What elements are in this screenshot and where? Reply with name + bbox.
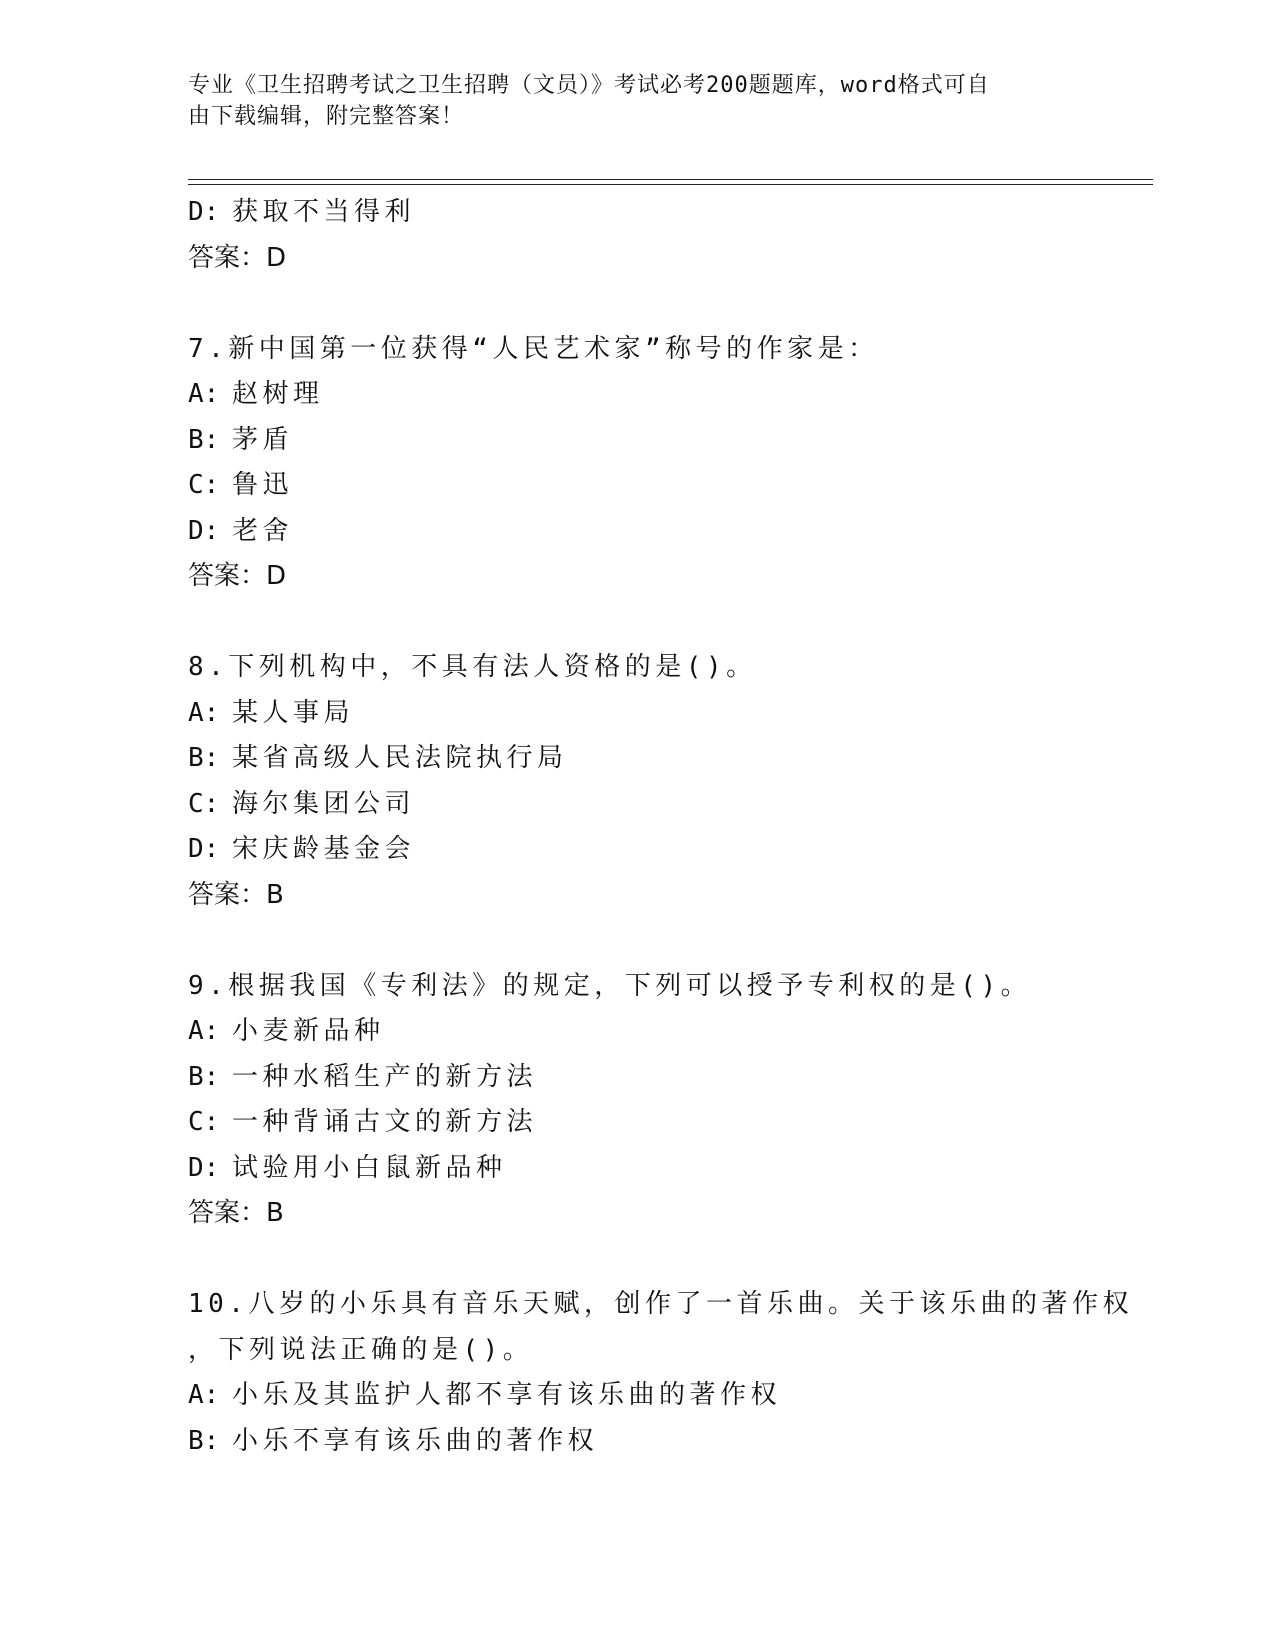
option-text: 获取不当得利 bbox=[232, 197, 416, 227]
option-letter: D: bbox=[188, 834, 220, 864]
option-b bbox=[188, 736, 1078, 782]
option-text: 一种水稻生产的新方法 bbox=[232, 1061, 538, 1092]
spacer bbox=[188, 600, 1078, 646]
option-a bbox=[188, 372, 1078, 418]
answer-line: 答案：D bbox=[188, 561, 287, 591]
question-stem: 9.根据我国《专利法》的规定，下列可以授予专利权的是()。 bbox=[188, 970, 1032, 1001]
option-d bbox=[188, 509, 1078, 555]
question-9 bbox=[188, 964, 1078, 1237]
option-c bbox=[188, 782, 1078, 828]
answer-line: 答案：D bbox=[188, 242, 287, 273]
option-letter: C: bbox=[188, 470, 220, 500]
header-line-2: 由下载编辑，附完整答案！ bbox=[188, 104, 465, 129]
spacer bbox=[188, 1237, 1078, 1283]
option-text: 试验用小白鼠新品种 bbox=[232, 1152, 507, 1183]
answer-line: 答案：B bbox=[188, 1198, 284, 1228]
document-header bbox=[188, 70, 1068, 132]
question-stem-line-1: 10.八岁的小乐具有音乐天赋，创作了一首乐曲。关于该乐曲的著作权 bbox=[188, 1289, 1133, 1319]
option-letter: D: bbox=[188, 1152, 220, 1183]
option-text: 海尔集团公司 bbox=[232, 788, 416, 819]
option-letter: D: bbox=[188, 197, 220, 227]
option-text: 茅盾 bbox=[232, 424, 294, 455]
question-stem-line-2: ，下列说法正确的是()。 bbox=[188, 1334, 534, 1365]
option-b bbox=[188, 1419, 1078, 1465]
question-content bbox=[188, 190, 1133, 1464]
option-c bbox=[188, 463, 1078, 509]
option-letter: C: bbox=[188, 1107, 220, 1137]
option-b bbox=[188, 1055, 1078, 1101]
option-letter: A: bbox=[188, 379, 220, 409]
option-letter: B: bbox=[188, 743, 220, 773]
option-text: 某人事局 bbox=[232, 697, 355, 728]
option-letter: A: bbox=[188, 1016, 220, 1046]
option-c bbox=[188, 1100, 1078, 1146]
spacer bbox=[188, 918, 1078, 964]
option-letter: B: bbox=[188, 1061, 220, 1092]
question-stem: 8.下列机构中，不具有法人资格的是()。 bbox=[188, 652, 757, 682]
option-text: 小乐不享有该乐曲的著作权 bbox=[232, 1425, 599, 1456]
option-d bbox=[188, 1146, 1078, 1192]
option-d bbox=[188, 190, 1078, 236]
option-a bbox=[188, 1009, 1078, 1055]
option-letter: B: bbox=[188, 1425, 220, 1456]
spacer bbox=[188, 281, 1078, 327]
option-text: 老舍 bbox=[232, 515, 294, 546]
question-8 bbox=[188, 645, 1078, 918]
option-text: 赵树理 bbox=[232, 379, 324, 409]
option-letter: D: bbox=[188, 515, 220, 546]
option-a bbox=[188, 1373, 1078, 1419]
header-divider-top bbox=[188, 179, 1153, 180]
header-divider-bottom bbox=[188, 184, 1153, 185]
option-text: 小乐及其监护人都不享有该乐曲的著作权 bbox=[232, 1380, 782, 1410]
option-text: 宋庆龄基金会 bbox=[232, 834, 416, 864]
option-letter: A: bbox=[188, 1380, 220, 1410]
option-text: 一种背诵古文的新方法 bbox=[232, 1107, 538, 1137]
answer-line: 答案：B bbox=[188, 879, 284, 910]
option-text: 小麦新品种 bbox=[232, 1016, 385, 1046]
header-line-1: 专业《卫生招聘考试之卫生招聘（文员）》考试必考200题题库，word格式可自 bbox=[188, 73, 990, 98]
option-d bbox=[188, 827, 1078, 873]
question-stem: 7.新中国第一位获得“人民艺术家”称号的作家是： bbox=[188, 333, 879, 364]
question-10 bbox=[188, 1282, 1133, 1464]
option-letter: C: bbox=[188, 788, 220, 819]
option-a bbox=[188, 691, 1078, 737]
option-b bbox=[188, 418, 1078, 464]
question-7 bbox=[188, 327, 1078, 600]
option-letter: A: bbox=[188, 697, 220, 728]
option-letter: B: bbox=[188, 424, 220, 455]
option-text: 某省高级人民法院执行局 bbox=[232, 743, 568, 773]
option-text: 鲁迅 bbox=[232, 470, 294, 500]
question-6-tail bbox=[188, 190, 1078, 281]
